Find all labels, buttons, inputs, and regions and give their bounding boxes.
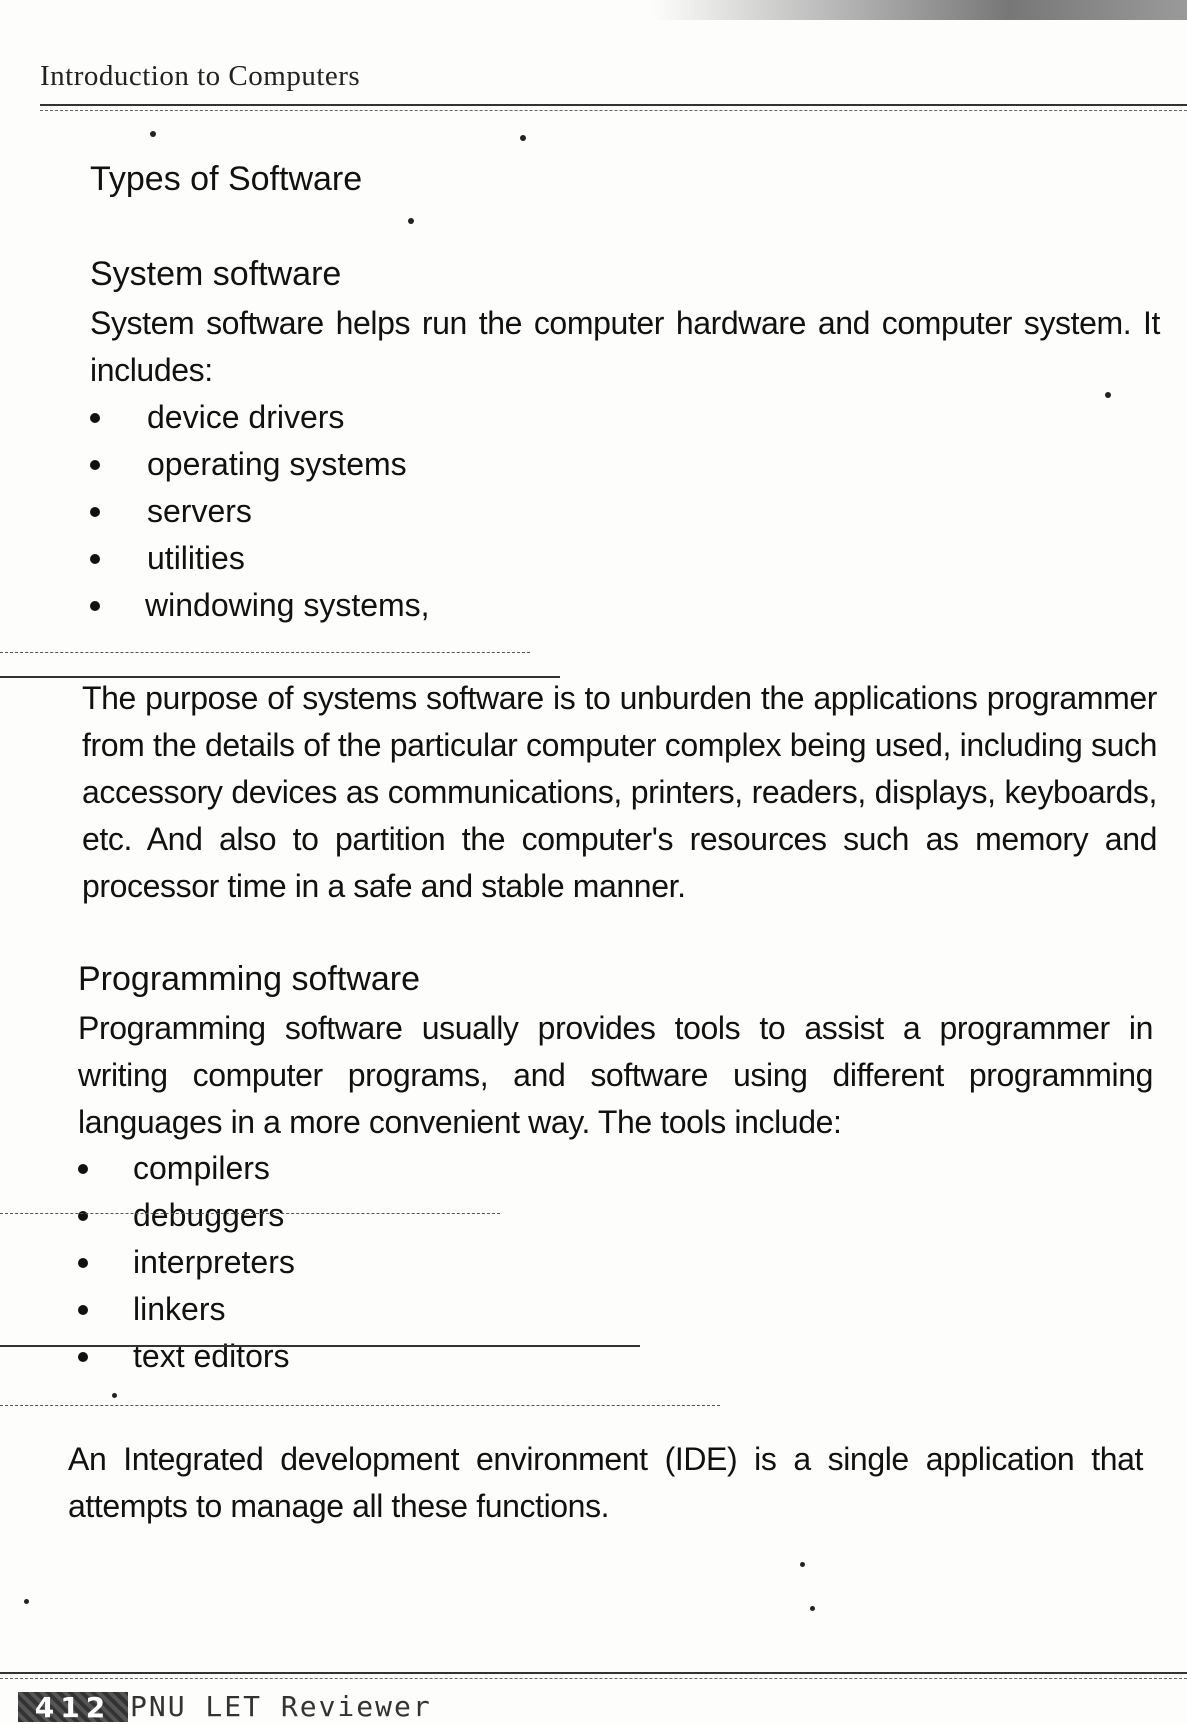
footer-title: PNU LET Reviewer <box>130 1690 432 1723</box>
list-item: debuggers <box>78 1192 678 1239</box>
header-rule <box>40 104 1187 106</box>
list-item: interpreters <box>78 1239 678 1286</box>
list-item: device drivers <box>90 394 690 441</box>
bullet-icon <box>90 554 100 564</box>
list-item: operating systems <box>90 441 690 488</box>
bullet-icon <box>78 1352 88 1362</box>
scan-top-band <box>0 0 1187 20</box>
bullet-icon <box>78 1258 88 1268</box>
system-software-list <box>90 394 690 629</box>
scan-line <box>0 1345 640 1347</box>
scan-line <box>0 1405 720 1406</box>
scan-line <box>0 652 530 653</box>
system-software-heading: System software <box>90 255 342 293</box>
scan-speck <box>810 1606 815 1611</box>
scan-speck <box>112 1393 117 1398</box>
system-software-intro-block <box>90 300 1160 394</box>
scan-speck <box>150 131 156 137</box>
scan-line <box>0 1213 500 1214</box>
bullet-icon <box>78 1305 88 1315</box>
ide-note: An Integrated development environment (IDE) is a single application that attempts to manage all these functions. <box>68 1441 1143 1524</box>
programming-software-intro-block <box>78 1005 1153 1146</box>
bullet-icon <box>90 413 100 423</box>
system-software-intro: System software helps run the computer hardware and computer system. It includes: <box>90 305 1160 388</box>
running-header: Introduction to Computers <box>40 60 361 92</box>
list-item: windowing systems, <box>90 582 690 629</box>
list-item: servers <box>90 488 690 535</box>
bullet-icon <box>90 507 100 517</box>
ide-note-block <box>68 1436 1143 1530</box>
scan-speck <box>800 1562 805 1567</box>
scan-speck <box>520 135 526 141</box>
programming-software-intro: Programming software usually provides tools to assist a programmer in writing computer programs, and software using different programming languages in a more convenient way. The tools include: <box>78 1010 1153 1140</box>
page-number-logo: 412 <box>18 1692 128 1722</box>
programming-software-heading: Programming software <box>78 960 421 998</box>
system-software-purpose-block <box>82 675 1157 910</box>
bullet-icon <box>90 601 100 611</box>
system-software-purpose: The purpose of systems software is to unburden the applications programmer from the details of the particular computer complex being used, including such accessory devices as communications, printers, readers, displays, keyboards, etc. And also to partition the computer's resources such as memory and processor time in a safe and stable manner. <box>82 680 1157 904</box>
footer-rule <box>0 1672 1187 1674</box>
list-item: text editors <box>78 1333 678 1380</box>
bullet-icon <box>90 460 100 470</box>
scan-speck <box>1105 392 1111 398</box>
list-item: linkers <box>78 1286 678 1333</box>
scan-speck <box>24 1599 29 1604</box>
list-item: utilities <box>90 535 690 582</box>
scan-speck <box>408 218 414 224</box>
section-title: Types of Software <box>90 160 363 198</box>
list-item: compilers <box>78 1145 678 1192</box>
bullet-icon <box>78 1164 88 1174</box>
